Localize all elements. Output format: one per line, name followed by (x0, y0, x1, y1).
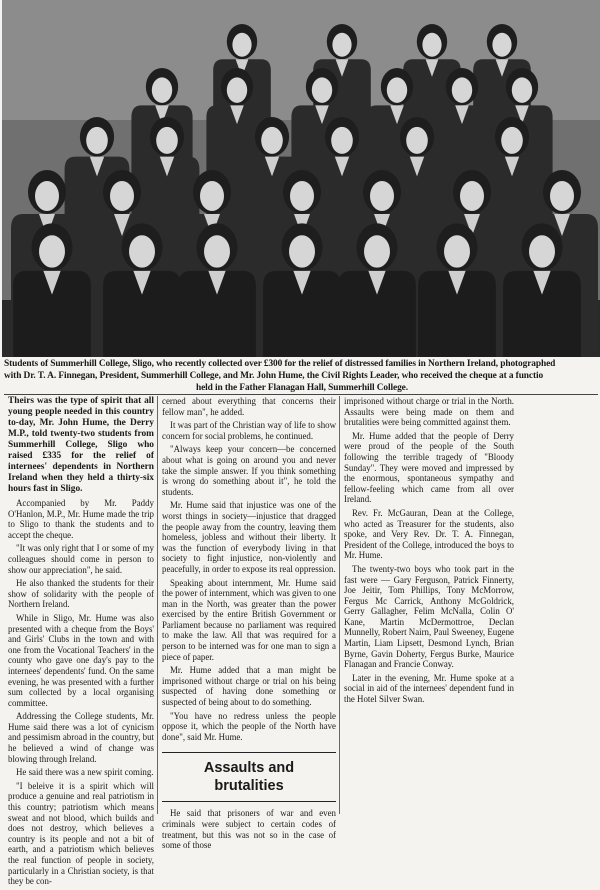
paragraph: It was part of the Christian way of life to show concern for social problems, he continued. (162, 420, 336, 441)
figure-face (332, 33, 351, 57)
paragraph: Mr. Hume added that a man might be imprisoned without charge or trial on his being suspected of having done something or suspected of being about to do something. (162, 665, 336, 708)
figure-face (232, 33, 251, 57)
paragraph: The twenty-two boys who took part in the fast were — Gary Ferguson, Patrick Finnerty, Joe Jeitir, Tom Phillips, Tony McMorrow, Fergus Mc Carrick, Anthony McGoldrick, Gerry Gallagher, Felim McNalla, Colin O' Kane, Martin McDermottroe, Declan Munnelly, Robert Nairn, Paul Sweeney, Eugene Martin, Liam Lipsett, Desmond Lynch, Brian Byrne, Gavin Doherty, Fergus Burke, Maurice Flanagan and Francie Conway. (344, 563, 514, 670)
figure-face (35, 181, 59, 211)
paragraph: "I beleive it is a spirit which will produce a genuine and real patriotism in this country; patriotism which means sweat and not blood, which builds and does not destroy, which believes a country is its people and not a bit of earth, and a patriotism which believes the real function of people in society, particularly in a Christian society, is that they be con- (8, 780, 154, 887)
figure-face (529, 235, 555, 267)
paragraph: Speaking about internment, Mr. Hume said the power of internment, which was given to one man in the North, was greater than the power exercised by the entire British Government or Parliament because no parliament was required to make the law. All that was required for a person to be interned was for one man to sign a piece of paper. (162, 577, 336, 662)
figure-face (512, 77, 532, 103)
caption-line-2: with Dr. T. A. Finnegan, President, Summerhill College, and Mr. John Hume, the Civil Rights Leader, who received the cheque at a functio (4, 371, 544, 381)
figure-face (200, 181, 224, 211)
figure-face (110, 181, 134, 211)
article-body (0, 396, 600, 887)
article-column-2 (162, 396, 336, 854)
caption-line-3: held in the Father Flanagan Hall, Summerhill College. (196, 383, 408, 393)
paragraph: Accompanied by Mr. Paddy O'Hanlon, M.P., Mr. Hume made the trip to Sligo to thank the students and to accept the cheque. (8, 498, 154, 540)
paragraph: cerned about everything that concerns their fellow man", he added. (162, 396, 336, 417)
subheading (162, 752, 336, 802)
figure-face (444, 235, 470, 267)
figure-face (86, 127, 108, 154)
divider (4, 394, 598, 395)
paragraph: Mr. Hume said that injustice was one of the worst things in society—injustice that dragged the people away from the country, leaving them homeless, jobless and without their liberty. It was the function of everybody living in that society to fight injustice, non-violently and peacefully, in order to expose its real oppression. (162, 500, 336, 574)
figure-face (312, 77, 332, 103)
paragraph: Later in the evening, Mr. Hume spoke at a social in aid of the internees' dependent fund in the Hotel Silver Swan. (344, 672, 514, 705)
subheading-line-2: brutalities (214, 778, 284, 795)
article-column-3 (344, 396, 514, 708)
figure-face (129, 235, 155, 267)
article-lead: Theirs was the type of spirit that all young people needed in this country to-day, Mr. John Hume, the Derry M.P., told twenty-two students from Summerhill College, Sligo who raised £335 for the relief of internees' dependents in Northern Ireland when they held a thirty-six hours fast in Sligo. (8, 396, 154, 494)
figure-face (331, 127, 353, 154)
figure-face (39, 235, 65, 267)
figure-face (364, 235, 390, 267)
figure-face (370, 181, 394, 211)
figure-face (152, 77, 172, 103)
figure-face (156, 127, 178, 154)
figure-face (387, 77, 407, 103)
photo-figures (2, 0, 600, 357)
paragraph: He also thanked the students for their show of solidarity with the people of Northern Ireland. (8, 578, 154, 610)
figure-face (290, 181, 314, 211)
figure-face (550, 181, 574, 211)
figure-face (492, 33, 511, 57)
figure-face (227, 77, 247, 103)
group-photograph (2, 0, 600, 357)
paragraph: He said there was a new spirit coming. (16, 767, 154, 778)
caption-line-1: Students of Summerhill College, Sligo, who recently collected over £300 for the relief of distressed families in Northern Ireland, photographed (4, 359, 556, 369)
paragraph: He said that prisoners of war and even criminals were subject to certain codes of treatment, but this was not so in the case of some of those (162, 808, 336, 851)
subheading-line-1: Assaults and (203, 760, 295, 777)
paragraph: Addressing the College students, Mr. Hume said there was a lot of cynicism and pessimism abroad in the country, but he believed a wind of change was blowing through Ireland. (8, 711, 154, 764)
photo-caption (4, 358, 600, 394)
paragraph: "Always keep your concern—be concerned about what is going on around you and never take the simple answer. If you think something is wrong do something about it", he told the students. (162, 444, 336, 497)
figure-face (289, 235, 315, 267)
figure-face (452, 77, 472, 103)
figure-face (406, 127, 428, 154)
figure-face (204, 235, 230, 267)
figure-face (422, 33, 441, 57)
figure-face (261, 127, 283, 154)
paragraph: Mr. Hume added that the people of Derry were proud of the people of the South following the terrible tragedy of "Bloody Sunday". They were moved and impressed by the enormous, spontaneous sympathy and fellow-feeling which came from all over Ireland. (344, 430, 514, 505)
paragraph: imprisoned without charge or trial in the North. Assaults were being made on them and brutalities were being committed against them. (344, 396, 514, 428)
paragraph: "You have no redress unless the people oppose it, which the people of the North have done", said Mr. Hume. (162, 710, 336, 742)
paragraph: Rev. Fr. McGauran, Dean at the College, who acted as Treasurer for the students, also spoke, and Very Rev. Dr. T. A. Finnegan, President of the College, introduced the boys to Mr. Hume. (344, 507, 514, 561)
figure-face (501, 127, 523, 154)
figure-face (460, 181, 484, 211)
paragraph: "It was only right that I or some of my colleagues should come in person to show our appreciation", he said. (8, 543, 154, 575)
paragraph: While in Sligo, Mr. Hume was also presented with a cheque from the Boys' and Girls' Clubs in the town and with one from the Vocational Teachers' in the county who gave one day's pay to the internees' dependents' fund. On the same evening, he was presented with a further sum collected by a local organising committee. (8, 612, 154, 708)
article-column-1 (8, 396, 154, 890)
